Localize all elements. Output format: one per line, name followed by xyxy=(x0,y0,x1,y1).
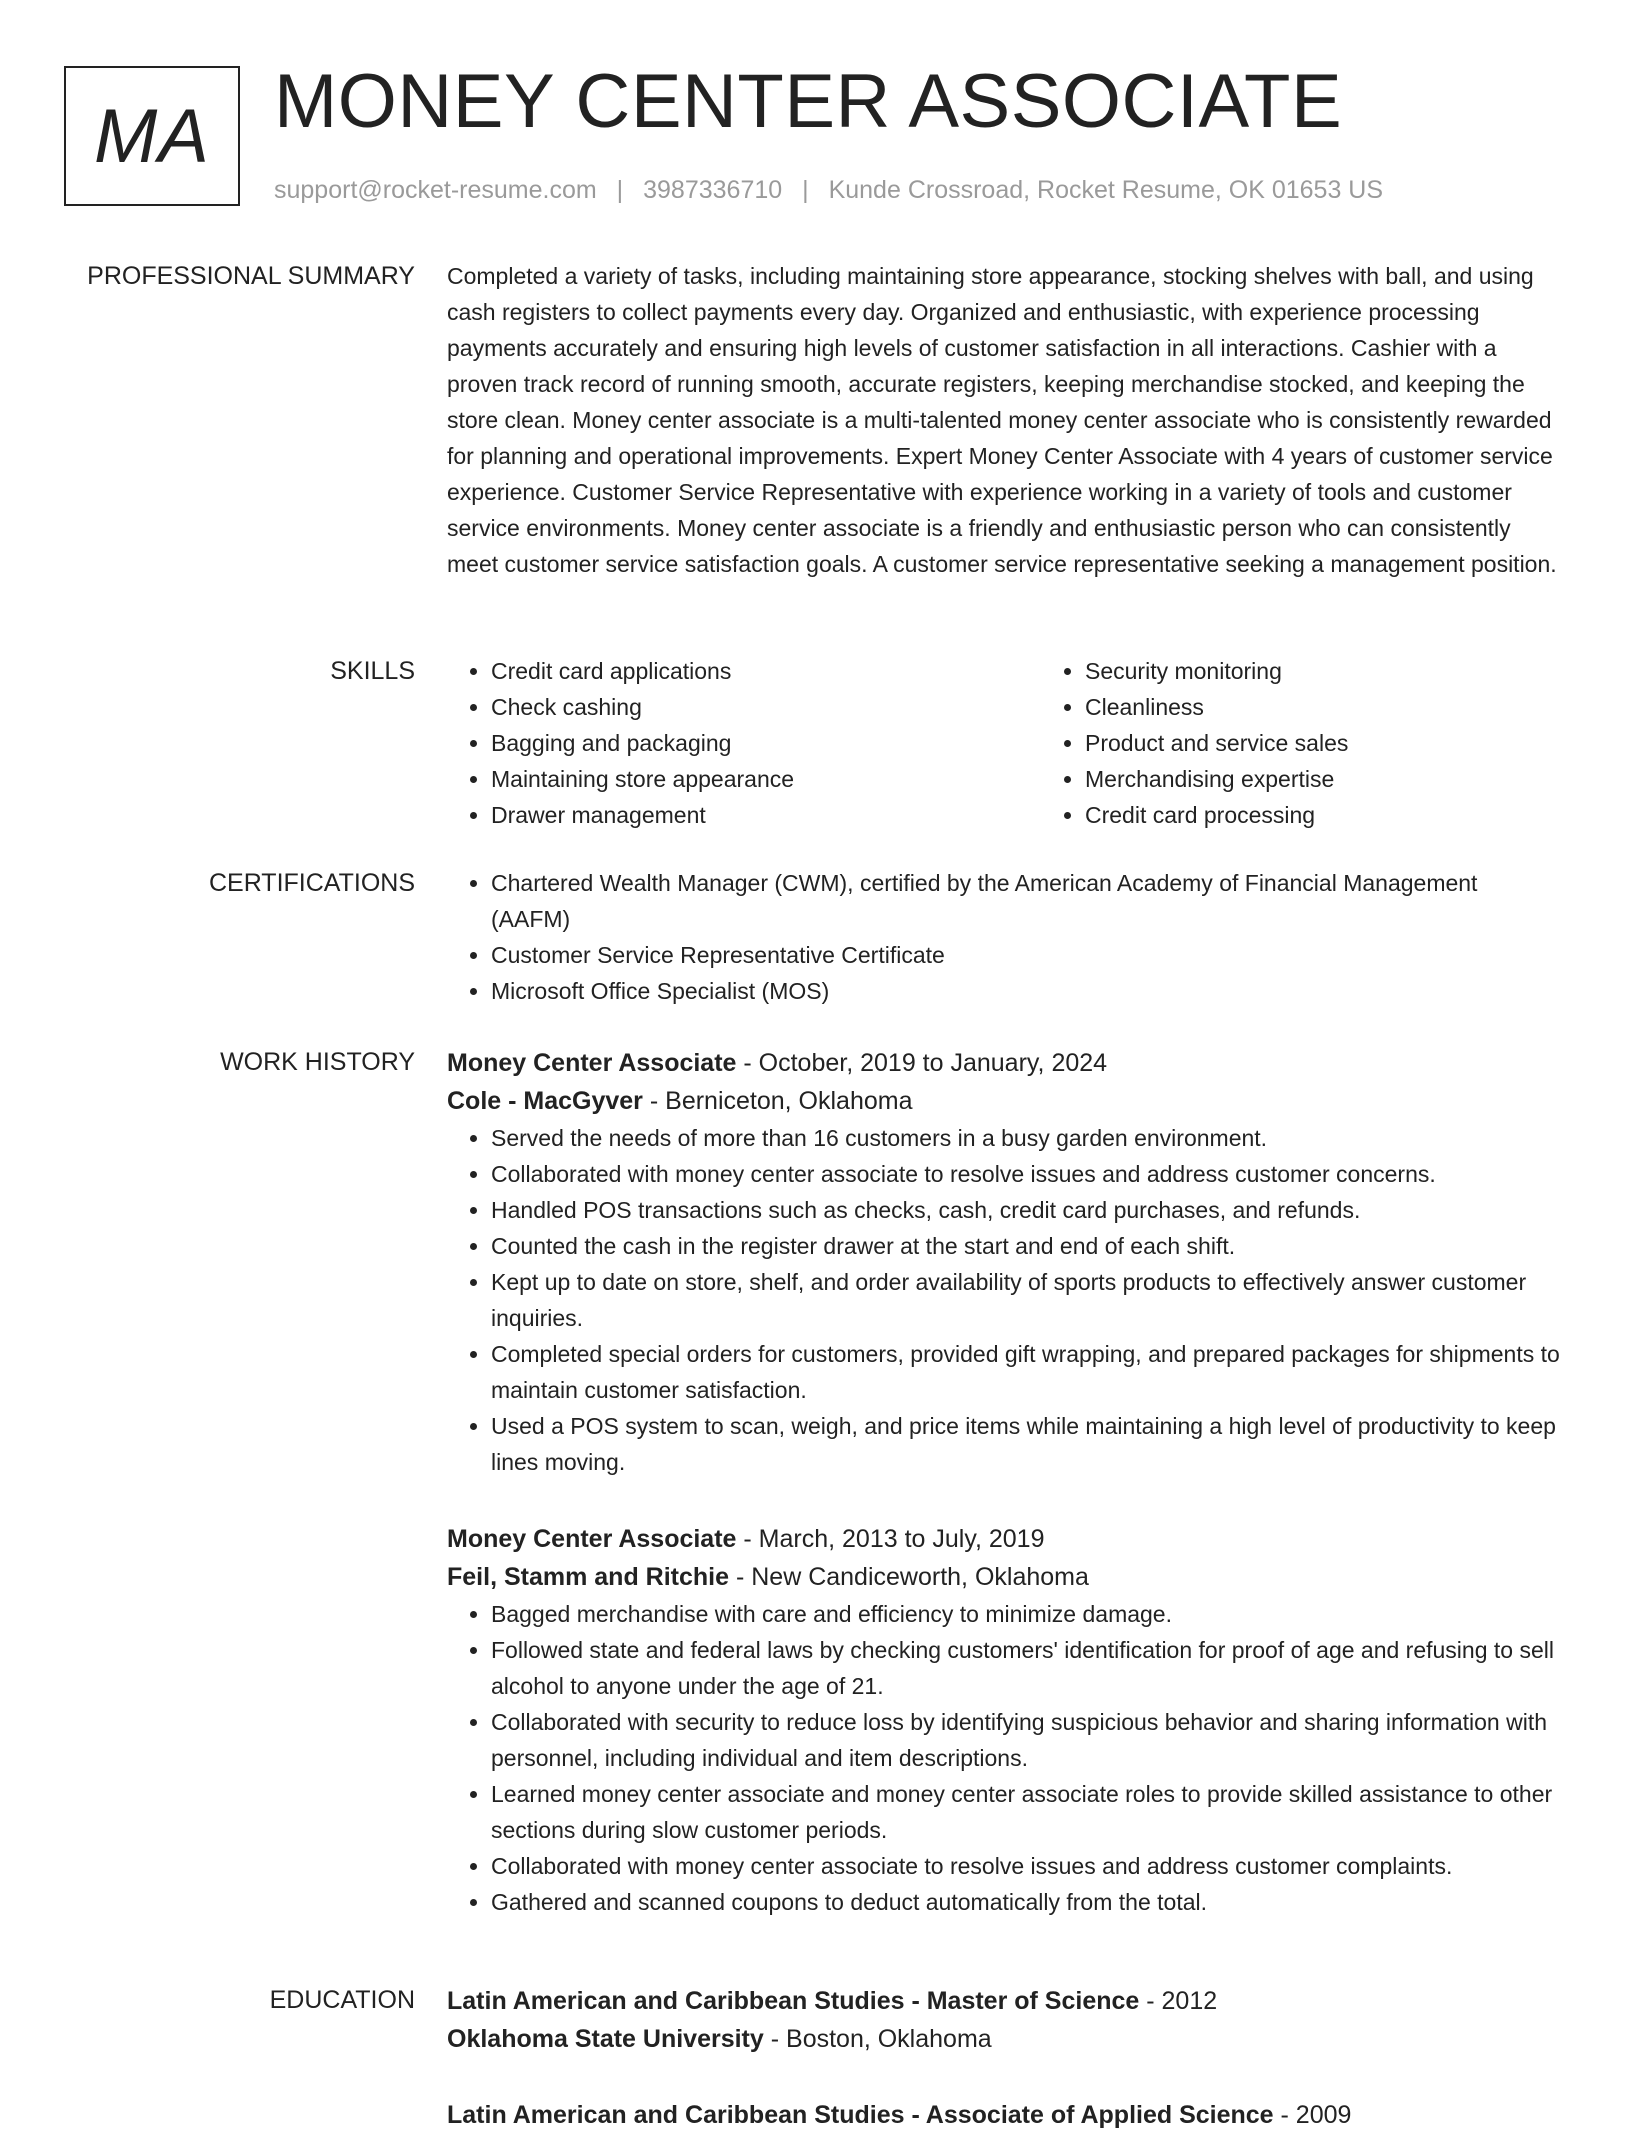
summary-body xyxy=(447,258,1562,582)
skill-item: • Credit card processing xyxy=(1085,797,1632,833)
education-year: - 2012 xyxy=(1139,1987,1218,2015)
job-location: - New Candiceworth, Oklahoma xyxy=(729,1563,1089,1591)
skill-item: • Bagging and packaging xyxy=(491,725,1041,761)
job-company: Cole - MacGyver xyxy=(447,1087,643,1115)
job-duty: • Followed state and federal laws by checking customers' identification for proof of age and refusing to sell alcohol to anyone under the age of 21. xyxy=(491,1632,1562,1704)
job-duty: • Kept up to date on store, shelf, and order availability of sports products to effectively answer customer inquiries. xyxy=(491,1264,1562,1336)
job-entry xyxy=(447,1044,1562,1480)
job-duty: • Handled POS transactions such as checks, cash, credit card purchases, and refunds. xyxy=(491,1192,1562,1228)
job-duty: • Learned money center associate and money center associate roles to provide skilled assistance to other sections during slow customer periods. xyxy=(491,1776,1562,1848)
certifications-body xyxy=(447,865,1562,1009)
education-degree-line xyxy=(447,1982,1562,2020)
contact-email: support@rocket-resume.com xyxy=(274,176,597,204)
job-title: Money Center Associate xyxy=(447,1525,737,1553)
job-duty: • Collaborated with money center associate to resolve issues and address customer complaints. xyxy=(491,1848,1562,1884)
job-duty: • Completed special orders for customers, provided gift wrapping, and prepared packages for shipments to maintain customer satisfaction. xyxy=(491,1336,1562,1408)
job-duties-list xyxy=(447,1120,1562,1480)
contact-phone: 3987336710 xyxy=(643,176,783,204)
skill-item: • Maintaining store appearance xyxy=(491,761,1041,797)
education-location: - Boston, Oklahoma xyxy=(763,2025,992,2053)
job-duty: • Gathered and scanned coupons to deduct automatically from the total. xyxy=(491,1884,1562,1920)
job-duty: • Served the needs of more than 16 customers in a busy garden environment. xyxy=(491,1120,1562,1156)
summary-text: Completed a variety of tasks, including maintaining store appearance, stocking shelves with ball, and using cash registers to collect payments every day. Organized and enthusiastic, with experience processing payments accurately and ensuring high levels of customer satisfaction in all interactions. Cashier with a proven track record of running smooth, accurate registers, keeping merchandise stocked, and keeping the store clean. Money center associate is a multi-talented money center associate who is consistently rewarded for planning and operational improvements. Expert Money Center Associate with 4 years of customer service experience. Customer Service Representative with experience working in a variety of tools and customer service environments. Money center associate is a friendly and enthusiastic person who can consistently meet customer service satisfaction goals. A customer service representative seeking a management position. xyxy=(447,263,1557,577)
job-entry xyxy=(447,1520,1562,1920)
job-duty: • Used a POS system to scan, weigh, and price items while maintaining a high level of productivity to keep lines moving. xyxy=(491,1408,1562,1480)
skill-item: • Product and service sales xyxy=(1085,725,1632,761)
education-school-line xyxy=(447,2020,1562,2058)
job-duty: • Collaborated with money center associate to resolve issues and address customer concerns. xyxy=(491,1156,1562,1192)
monogram-box xyxy=(64,66,240,206)
job-company: Feil, Stamm and Ritchie xyxy=(447,1563,730,1591)
skill-item: • Check cashing xyxy=(491,689,1041,725)
job-title-line xyxy=(447,1520,1562,1558)
education-degree-line xyxy=(447,2096,1562,2134)
section-heading: CERTIFICATIONS xyxy=(208,869,415,897)
section-heading: PROFESSIONAL SUMMARY xyxy=(87,262,415,290)
skill-item: • Cleanliness xyxy=(1085,689,1632,725)
education-body xyxy=(447,1982,1562,2134)
contact-separator: | xyxy=(616,176,624,204)
skills-list-left xyxy=(447,653,1041,833)
skills-list-right xyxy=(1041,653,1632,833)
job-title: Money Center Associate xyxy=(447,1049,737,1077)
job-duty: • Collaborated with security to reduce loss by identifying suspicious behavior and sharing information with personnel, including individual and item descriptions. xyxy=(491,1704,1562,1776)
education-degree: Latin American and Caribbean Studies - Master of Science xyxy=(447,1987,1140,2015)
job-duty: • Bagged merchandise with care and efficiency to minimize damage. xyxy=(491,1596,1562,1632)
work-history-body xyxy=(447,1044,1562,1920)
section-heading: WORK HISTORY xyxy=(220,1048,415,1076)
job-location: - Berniceton, Oklahoma xyxy=(642,1087,913,1115)
education-entry xyxy=(447,1982,1562,2058)
skill-item: • Security monitoring xyxy=(1085,653,1632,689)
education-entry xyxy=(447,2096,1562,2134)
certification-item: • Chartered Wealth Manager (CWM), certified by the American Academy of Financial Management (AAFM) xyxy=(491,865,1562,937)
certification-item: • Microsoft Office Specialist (MOS) xyxy=(491,973,1562,1009)
skill-item: • Credit card applications xyxy=(491,653,1041,689)
education-degree: Latin American and Caribbean Studies - Associate of Applied Science xyxy=(447,2101,1274,2129)
job-company-line xyxy=(447,1082,1562,1120)
skill-item: • Drawer management xyxy=(491,797,1041,833)
contact-line xyxy=(274,174,1383,206)
job-duty: • Counted the cash in the register drawer at the start and end of each shift. xyxy=(491,1228,1562,1264)
skill-item: • Merchandising expertise xyxy=(1085,761,1632,797)
job-dates: - October, 2019 to January, 2024 xyxy=(736,1049,1108,1077)
education-year: - 2009 xyxy=(1273,2101,1352,2129)
monogram-initials: MA xyxy=(94,93,210,179)
section-heading: EDUCATION xyxy=(269,1986,415,2014)
education-school: Oklahoma State University xyxy=(447,2025,764,2053)
contact-address: Kunde Crossroad, Rocket Resume, OK 01653 US xyxy=(828,176,1384,204)
job-title-line xyxy=(447,1044,1562,1082)
job-company-line xyxy=(447,1558,1562,1596)
resume-title: MONEY CENTER ASSOCIATE xyxy=(274,59,1343,144)
contact-separator: | xyxy=(802,176,809,204)
section-heading: SKILLS xyxy=(330,657,415,685)
certifications-list xyxy=(447,865,1562,1009)
certification-item: • Customer Service Representative Certificate xyxy=(491,937,1562,973)
skills-lists xyxy=(447,653,1562,833)
job-dates: - March, 2013 to July, 2019 xyxy=(736,1525,1045,1553)
job-duties-list xyxy=(447,1596,1562,1920)
